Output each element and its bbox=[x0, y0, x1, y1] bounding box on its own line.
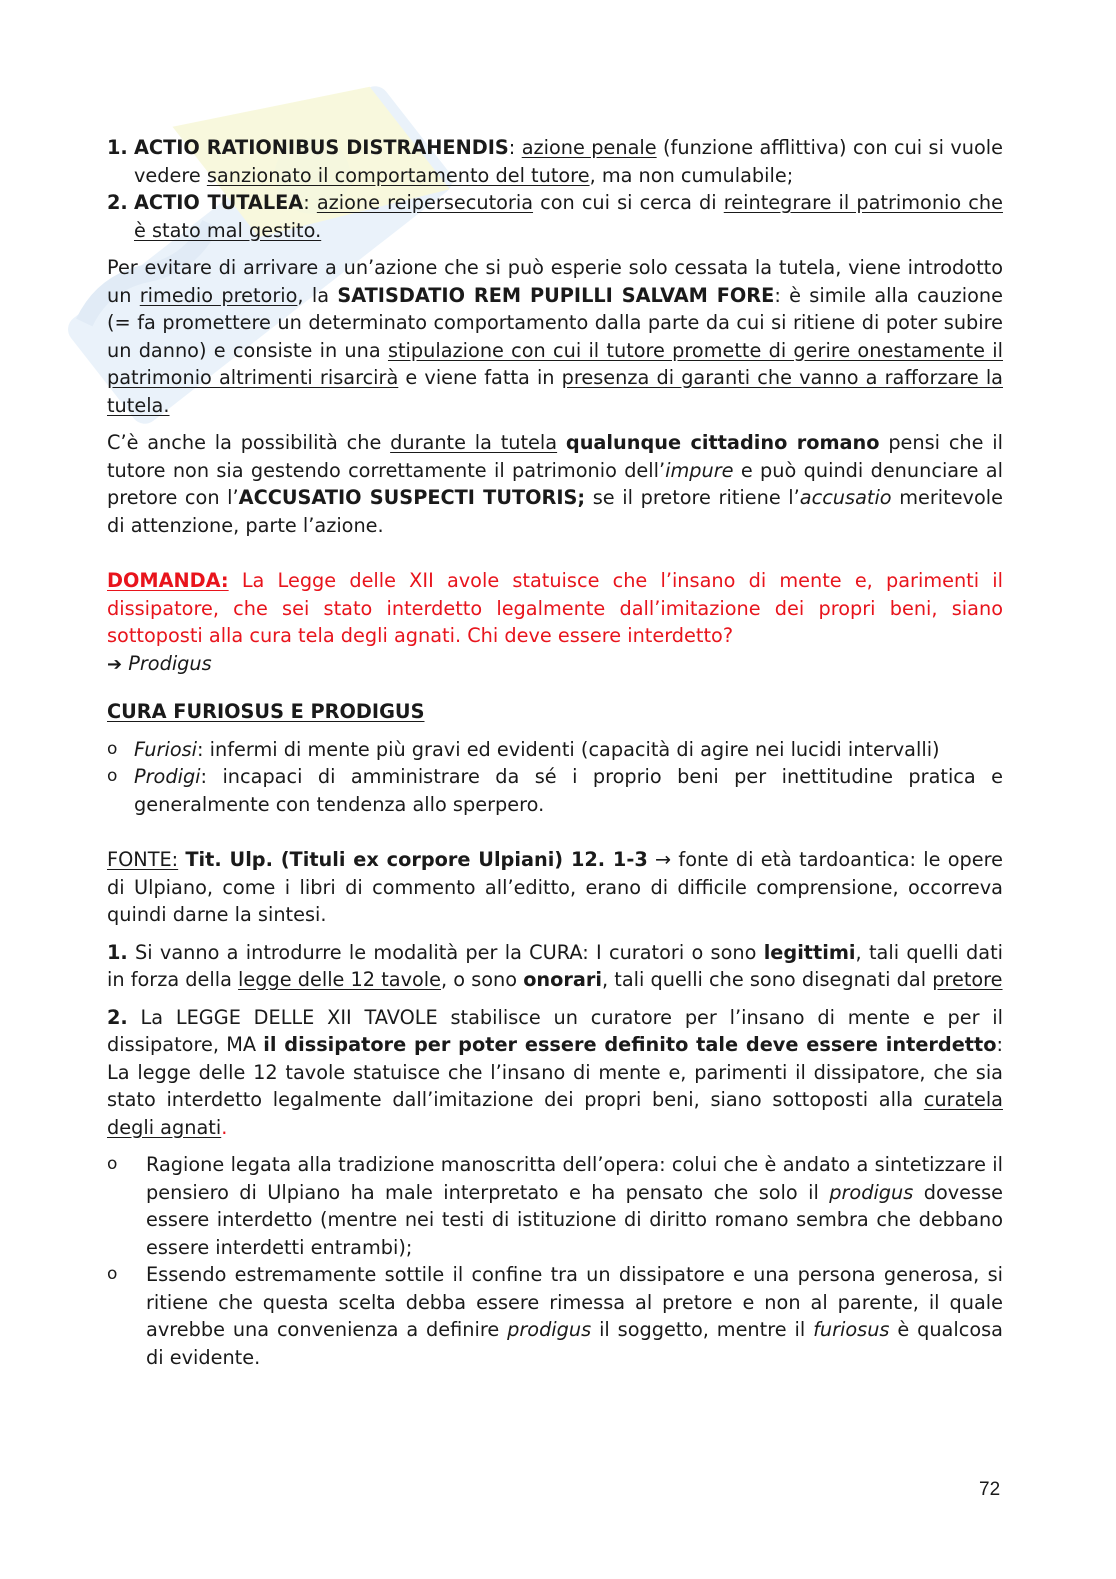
reasons-list bbox=[107, 1151, 1003, 1371]
paragraph-satisdatio: Per evitare di arrivare a un’azione che si può esperie solo cessata la tutela, viene introdotto un rimedio pretorio, la SATISDATIO REM PUPILLI SALVAM FORE: è simile alla cauzione (= fa promettere un determinato comportamento dalla parte da cui si ritiene di poter subire un danno) e consiste in una stipulazione con cui il tutore promette di gerire onestamente il patrimonio altrimenti risarcirà e viene fatta in presenza di garanti che vanno a rafforzare la tutela. bbox=[107, 256, 1003, 417]
paragraph-dodici-tavole: 2. La LEGGE DELLE XII TAVOLE stabilisce un curatore per l’insano di mente e per il dissipatore, MA il dissipatore per poter essere definito tale deve essere interdetto: La legge delle 12 tavole statuisce che l’insano di mente e, parimenti il dissipatore, che sia stato interdetto legalmente dall’imitazione dei propri beni, siano sottoposti alla curatela degli agnati. bbox=[107, 1005, 1003, 1139]
question-label: DOMANDA: bbox=[107, 569, 229, 592]
list-item: o Essendo estremamente sottile il confine tra un dissipatore e una persona generosa, si ritiene che questa scelta debba essere rimessa al pretore e non al parente, il quale avrebbe una convenienza a definire prodigus il soggetto, mentre il furiosus è qualcosa di evidente. bbox=[107, 1263, 1003, 1369]
list-number: 1. bbox=[107, 136, 128, 159]
circle-bullet-icon: o bbox=[107, 1264, 118, 1284]
document-body bbox=[107, 134, 1003, 1371]
circle-bullet-icon: o bbox=[107, 766, 118, 786]
source-label: FONTE: bbox=[107, 848, 179, 871]
list-item: o Prodigi: incapaci di amministrare da sé i proprio beni per inettitudine pratica e generalmente con tendenza allo sperpero. bbox=[107, 765, 1003, 816]
list-item: 2. ACTIO TUTALEA: azione reipersecutoria con cui si cerca di reintegrare il patrimonio che è stato mal gestito. bbox=[107, 191, 1003, 242]
question-block bbox=[107, 567, 1003, 650]
list-item: o Furiosi: infermi di mente più gravi ed evidenti (capacità di agire nei lucidi intervalli) bbox=[107, 736, 1003, 764]
paragraph-curatori: 1. Si vanno a introdurre le modalità per la CURA: I curatori o sono legittimi, tali quelli dati in forza della legge delle 12 tavole, o sono onorari, tali quelli che sono disegnati dal pretore bbox=[107, 940, 1003, 991]
list-number: 2. bbox=[107, 191, 128, 214]
list-item: 1. ACTIO RATIONIBUS DISTRAHENDIS: azione penale (funzione afflittiva) con cui si vuole vedere sanzionato il comportamento del tutore, ma non cumulabile; bbox=[107, 136, 1003, 187]
circle-bullet-icon: o bbox=[107, 738, 118, 759]
page-number: 72 bbox=[979, 1479, 1001, 1500]
question-text: La Legge delle XII avole statuisce che l’insano di mente e, parimenti il dissipatore, che sei stato interdetto legalmente dall’imitazione dei propri beni, siano sottoposti alla cura tela degli agnati. Chi deve essere interdetto? bbox=[107, 569, 1003, 647]
answer-line bbox=[107, 650, 1003, 679]
arrow-right-icon: ➔ bbox=[107, 653, 123, 675]
section-heading: CURA FURIOSUS E PRODIGUS bbox=[107, 700, 425, 723]
circle-bullet-icon: o bbox=[107, 1154, 118, 1174]
action-title: ACTIO RATIONIBUS DISTRAHENDIS bbox=[134, 136, 509, 159]
action-title: ACTIO TUTALEA bbox=[134, 191, 304, 214]
answer-text: Prodigus bbox=[128, 651, 212, 675]
definitions-list bbox=[107, 736, 1003, 819]
paragraph-accusatio: C’è anche la possibilità che durante la tutela qualunque cittadino romano pensi che il tutore non sia gestendo correttamente il patrimonio dell’impure e può quindi denunciare al pretore con l’ACCUSATIO SUSPECTI TUTORIS; se il pretore ritiene l’accusatio meritevole di attenzione, parte l’azione. bbox=[107, 431, 1004, 537]
actions-list bbox=[107, 134, 1003, 244]
source-paragraph: FONTE: Tit. Ulp. (Tituli ex corpore Ulpiani) 12. 1-3 → fonte di età tardoantica: le opere di Ulpiano, come i libri di commento all’editto, erano di difficile comprensione, occorreva quindi darne la sintesi. bbox=[107, 848, 1004, 926]
list-item: o Ragione legata alla tradizione manoscritta dell’opera: colui che è andato a sintetizzare il pensiero di Ulpiano ha male interpretato e ha pensato che solo il prodigus dovesse essere interdetto (mentre nei testi di istituzione di diritto romano sembra che debbano essere interdetti entrambi); bbox=[107, 1153, 1003, 1259]
